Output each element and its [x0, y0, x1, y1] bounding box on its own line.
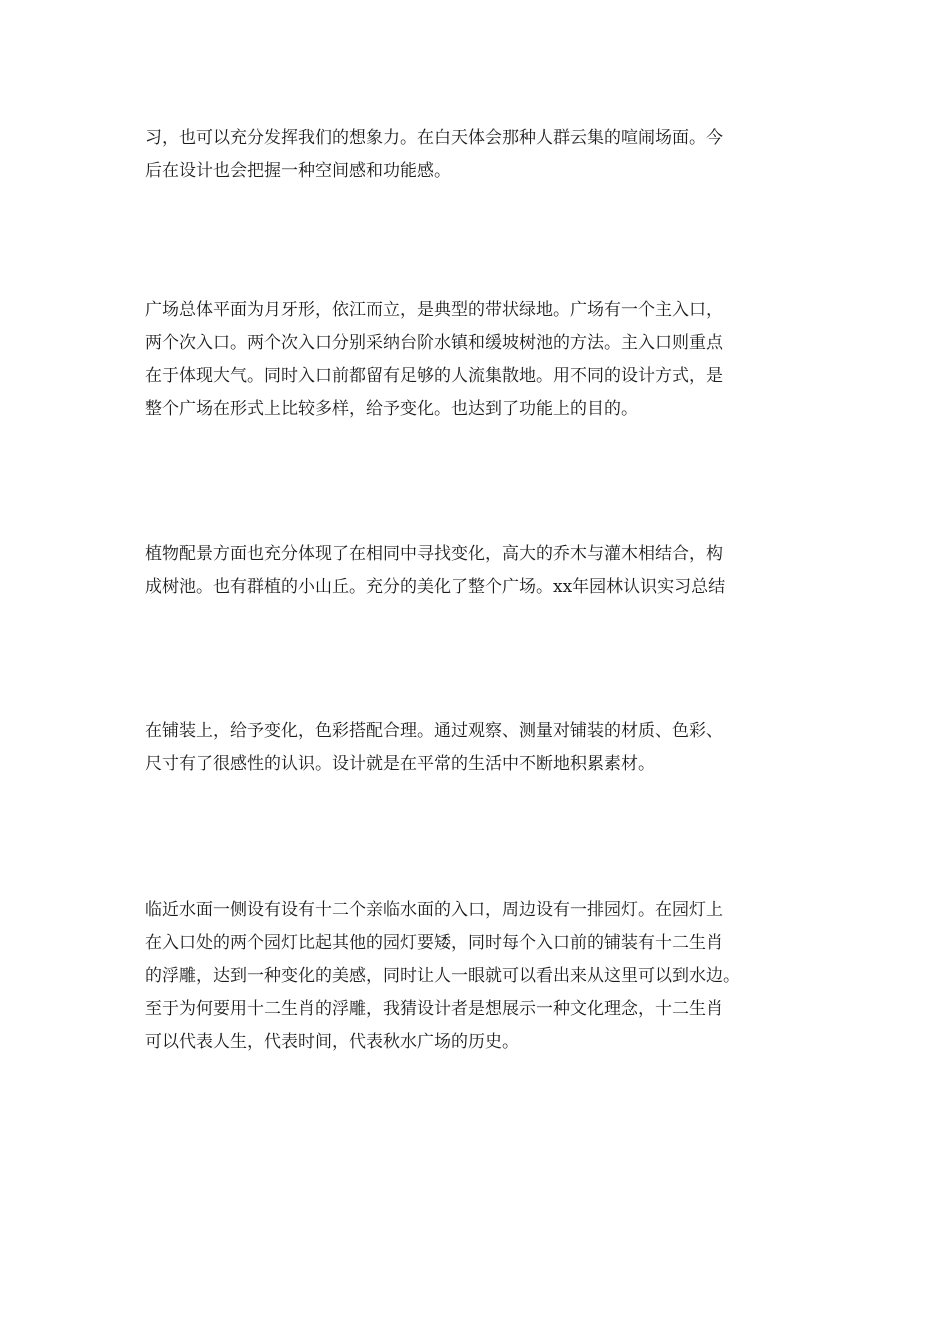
paragraph-2	[145, 294, 815, 426]
paragraph-1	[145, 122, 815, 188]
paragraph-line: 在铺装上，给予变化，色彩搭配合理。通过观察、测量对铺装的材质、色彩、	[145, 721, 723, 741]
paragraph-line: 尺寸有了很感性的认识。设计就是在平常的生活中不断地积累素材。	[145, 754, 655, 774]
paragraph-line: 成树池。也有群植的小山丘。充分的美化了整个广场。xx年园林认识实习总结	[145, 577, 726, 597]
paragraph-line: 植物配景方面也充分体现了在相同中寻找变化，高大的乔木与灌木相结合，构	[145, 544, 723, 564]
paragraph-line: 后在设计也会把握一种空间感和功能感。	[145, 161, 451, 181]
paragraph-line: 广场总体平面为月牙形，依江而立，是典型的带状绿地。广场有一个主入口，	[145, 300, 723, 320]
paragraph-line: 整个广场在形式上比较多样，给予变化。也达到了功能上的目的。	[145, 399, 638, 419]
paragraph-5	[145, 894, 815, 1059]
paragraph-line: 的浮雕，达到一种变化的美感，同时让人一眼就可以看出来从这里可以到水边。	[145, 966, 740, 986]
paragraph-line: 可以代表人生，代表时间，代表秋水广场的历史。	[145, 1032, 519, 1052]
paragraph-3	[145, 538, 815, 604]
paragraph-line: 临近水面一侧设有设有十二个亲临水面的入口，周边设有一排园灯。在园灯上	[145, 900, 723, 920]
paragraph-line: 在入口处的两个园灯比起其他的园灯要矮，同时每个入口前的铺装有十二生肖	[145, 933, 723, 953]
paragraph-line: 两个次入口。两个次入口分别采纳台阶水镇和缓坡树池的方法。主入口则重点	[145, 333, 723, 353]
paragraph-line: 习，也可以充分发挥我们的想象力。在白天体会那种人群云集的喧闹场面。今	[145, 128, 723, 148]
paragraph-line: 在于体现大气。同时入口前都留有足够的人流集散地。用不同的设计方式，是	[145, 366, 723, 386]
paragraph-4	[145, 715, 815, 781]
paragraph-line: 至于为何要用十二生肖的浮雕，我猜设计者是想展示一种文化理念，十二生肖	[145, 999, 723, 1019]
